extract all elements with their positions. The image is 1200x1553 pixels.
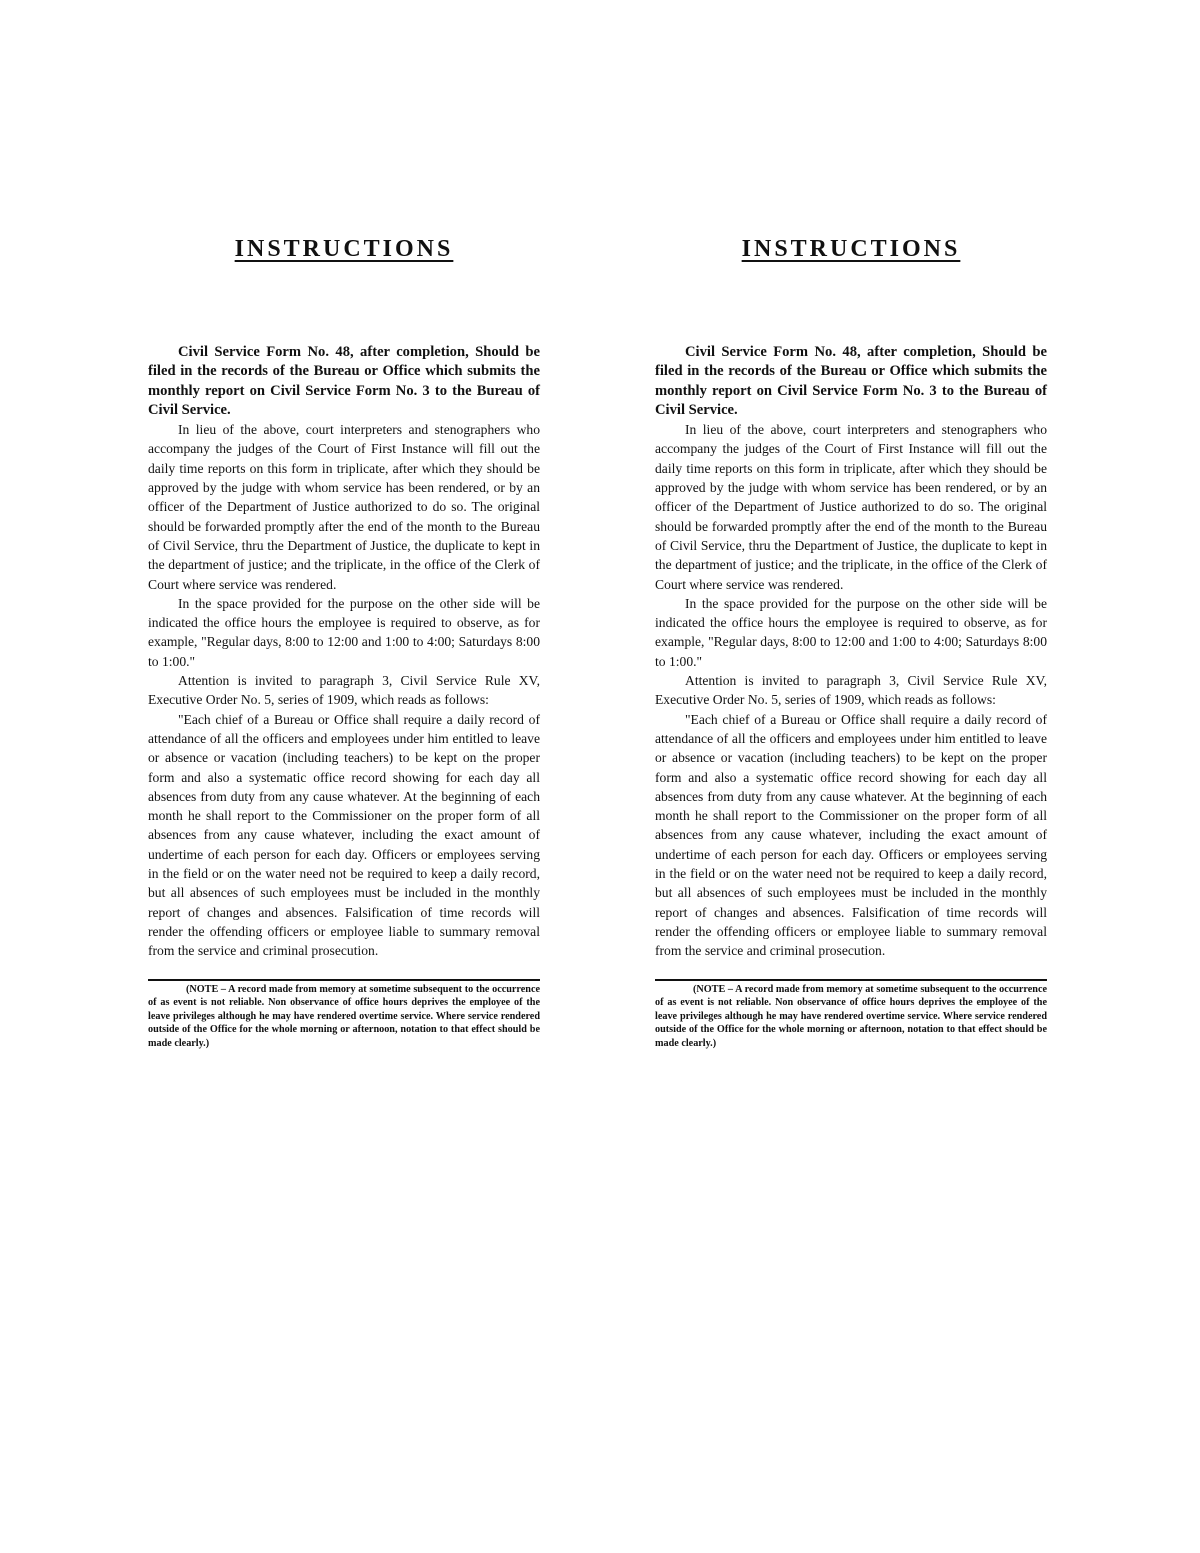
instruction-paragraph: "Each chief of a Bureau or Office shall require a daily record of attendance of all the officers and employees under him entitled to leave or absence or vacation (including teachers) to be kept on the proper form and also a systematic office record showing for each day all absences from duty from any cause whatever. At the beginning of each month he shall report to the Commissioner on the proper form of all absences from any cause whatever, including the exact amount of undertime of each person for each day. Officers or employees serving in the field or on the water need not be required to keep a daily record, but all absences of such employees must be included in the monthly report of changes and absences. Falsification of time records will render the offending officers or employee liable to summary removal from the service and criminal prosecution.	[148, 711, 540, 959]
instructions-column-right	[655, 236, 1047, 1050]
instruction-paragraph: Civil Service Form No. 48, after completion, Should be filed in the records of the Bureau or Office which submits the monthly report on Civil Service Form No. 3 to the Bureau of Civil Service.	[655, 344, 1047, 418]
instructions-heading: INSTRUCTIONS	[741, 236, 961, 262]
instruction-paragraph: In lieu of the above, court interpreters and stenographers who accompany the judges of the Court of First Instance will fill out the daily time reports on this form in triplicate, after which they should be approved by the judge with whom service has been rendered, or by an officer of the Department of Justice authorized to do so. The original should be forwarded promptly after the end of the month to the Bureau of Civil Service, thru the Department of Justice, the duplicate to kept in the department of justice; and the triplicate, in the office of the Clerk of Court where service was rendered.	[148, 422, 540, 592]
instruction-paragraph: In the space provided for the purpose on the other side will be indicated the office hours the employee is required to observe, as for example, "Regular days, 8:00 to 12:00 and 1:00 to 4:00; Saturdays 8:00 to 1:00."	[148, 595, 540, 669]
instruction-paragraph: In lieu of the above, court interpreters and stenographers who accompany the judges of the Court of First Instance will fill out the daily time reports on this form in triplicate, after which they should be approved by the judge with whom service has been rendered, or by an officer of the Department of Justice authorized to do so. The original should be forwarded promptly after the end of the month to the Bureau of Civil Service, thru the Department of Justice, the duplicate to kept in the department of justice; and the triplicate, in the office of the Clerk of Court where service was rendered.	[655, 422, 1047, 592]
instruction-paragraph: In the space provided for the purpose on the other side will be indicated the office hours the employee is required to observe, as for example, "Regular days, 8:00 to 12:00 and 1:00 to 4:00; Saturdays 8:00 to 1:00."	[655, 595, 1047, 669]
instruction-paragraph: Attention is invited to paragraph 3, Civil Service Rule XV, Executive Order No. 5, series of 1909, which reads as follows:	[655, 673, 1047, 708]
instruction-paragraph: "Each chief of a Bureau or Office shall require a daily record of attendance of all the officers and employees under him entitled to leave or absence or vacation (including teachers) to be kept on the proper form and also a systematic office record showing for each day all absences from duty from any cause whatever. At the beginning of each month he shall report to the Commissioner on the proper form of all absences from any cause whatever, including the exact amount of undertime of each person for each day. Officers or employees serving in the field or on the water need not be required to keep a daily record, but all absences of such employees must be included in the monthly report of changes and absences. Falsification of time records will render the offending officers or employee liable to summary removal from the service and criminal prosecution.	[655, 711, 1047, 959]
instructions-heading: INSTRUCTIONS	[234, 236, 454, 262]
note-text: (NOTE – A record made from memory at sometime subsequent to the occurrence of as event is not reliable. Non observance of office hours deprives the employee of the leave privileges although he may have rendered overtime service. Where service rendered outside of the Office for the whole morning or afternoon, notation to that effect should be made clearly.)	[148, 983, 540, 1049]
instructions-column-left	[148, 236, 540, 1050]
note-divider	[148, 979, 540, 981]
instruction-paragraph: Civil Service Form No. 48, after completion, Should be filed in the records of the Bureau or Office which submits the monthly report on Civil Service Form No. 3 to the Bureau of Civil Service.	[148, 344, 540, 418]
note-text: (NOTE – A record made from memory at sometime subsequent to the occurrence of as event is not reliable. Non observance of office hours deprives the employee of the leave privileges although he may have rendered overtime service. Where service rendered outside of the Office for the whole morning or afternoon, notation to that effect should be made clearly.)	[655, 983, 1047, 1049]
note-divider	[655, 979, 1047, 981]
instruction-paragraph: Attention is invited to paragraph 3, Civil Service Rule XV, Executive Order No. 5, series of 1909, which reads as follows:	[148, 673, 540, 708]
